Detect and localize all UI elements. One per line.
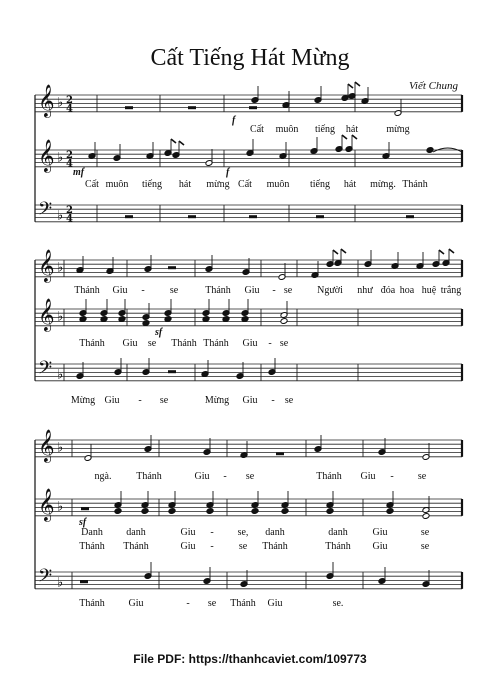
note xyxy=(268,358,276,375)
treble-clef-icon: 𝄞 xyxy=(38,488,55,521)
lyric-syllable: mừng. xyxy=(370,179,396,190)
lyric-syllable: - xyxy=(272,285,276,296)
rest xyxy=(406,215,414,218)
staff xyxy=(35,562,462,609)
note xyxy=(203,438,211,455)
lyric-syllable: Giu xyxy=(360,471,376,482)
lyric-syllable: hát xyxy=(343,179,357,190)
note xyxy=(361,87,369,104)
treble-clef-icon: 𝄞 xyxy=(38,298,55,331)
note xyxy=(416,252,424,269)
bass-clef-icon: 𝄢 xyxy=(38,566,53,591)
note xyxy=(142,303,150,326)
lyric-syllable: Thánh xyxy=(123,541,149,552)
lyric-syllable: Cất xyxy=(85,179,99,190)
lyric-syllable: Giu xyxy=(112,285,128,296)
time-sig-top: 2 xyxy=(66,204,73,216)
lyric-syllable: danh xyxy=(265,527,285,538)
note xyxy=(246,139,254,156)
note xyxy=(206,491,214,514)
lyric-syllable: Thánh xyxy=(171,338,197,349)
lyric-syllable: Thánh xyxy=(262,541,288,552)
lyric-syllable: Cất xyxy=(250,124,264,135)
note xyxy=(279,142,287,159)
lyric-syllable: muôn xyxy=(266,179,290,190)
lyric-syllable: mừng xyxy=(206,179,230,190)
lyric-syllable: tiếng xyxy=(310,179,330,190)
lyric-syllable: se, xyxy=(237,527,249,538)
note xyxy=(118,299,126,322)
rest xyxy=(80,580,88,583)
note xyxy=(432,250,444,267)
staff xyxy=(35,358,462,406)
note xyxy=(114,491,122,514)
note xyxy=(278,263,286,280)
note xyxy=(378,567,386,584)
lyric-syllable: trắng xyxy=(440,285,462,296)
lyric-syllable: Giu xyxy=(128,598,144,609)
lyric-syllable: Mừng xyxy=(204,395,230,406)
rest xyxy=(168,266,176,269)
flat-key-icon: ♭ xyxy=(57,95,64,111)
lyric-syllable: Thánh xyxy=(79,338,105,349)
lyric-syllable: - xyxy=(390,471,394,482)
treble-clef-icon: 𝄞 xyxy=(38,429,55,462)
lyric-syllable: Giu xyxy=(372,527,388,538)
lyric-syllable: se xyxy=(279,338,289,349)
time-sig-top: 2 xyxy=(66,94,73,106)
lyric-syllable: se xyxy=(169,285,179,296)
rest xyxy=(188,106,196,109)
lyric-syllable: Giu xyxy=(244,285,260,296)
rest xyxy=(249,106,257,109)
lyric-syllable: Danh xyxy=(81,527,103,538)
lyric-syllable: Thánh xyxy=(402,179,428,190)
lyric-syllable: se. xyxy=(332,598,344,609)
flat-key-icon: ♭ xyxy=(57,367,64,383)
lyric-syllable: Giu xyxy=(267,598,283,609)
lyric-syllable: se xyxy=(238,541,248,552)
lyric-syllable: hát xyxy=(178,179,192,190)
lyric-syllable: Thánh xyxy=(79,598,105,609)
note xyxy=(240,441,248,458)
lyric-syllable: Thánh xyxy=(325,541,351,552)
lyric-syllable: Giu xyxy=(194,471,210,482)
note xyxy=(100,299,108,322)
bass-clef-icon: 𝄢 xyxy=(38,199,53,224)
note xyxy=(142,358,150,375)
rest xyxy=(316,215,324,218)
note xyxy=(76,256,84,273)
lyric-syllable: se xyxy=(284,395,294,406)
note xyxy=(378,438,386,455)
lyric-syllable: Thánh xyxy=(230,598,256,609)
note xyxy=(88,142,96,159)
lyric-syllable: đóa xyxy=(380,285,396,296)
song-title: Cất Tiếng Hát Mừng xyxy=(150,45,350,71)
flat-key-icon: ♭ xyxy=(57,575,64,591)
staff xyxy=(35,82,462,135)
lyric-syllable: - xyxy=(138,395,142,406)
lyric-syllable: hát xyxy=(345,124,359,135)
note xyxy=(241,299,249,322)
lyric-syllable: Giu xyxy=(372,541,388,552)
note xyxy=(364,250,372,267)
dynamic-mark: sf xyxy=(79,517,87,528)
treble-clef-icon: 𝄞 xyxy=(38,249,55,282)
lyric-syllable: hoa xyxy=(399,285,415,296)
staff xyxy=(35,135,462,190)
lyric-syllable: - xyxy=(210,541,214,552)
note xyxy=(113,144,121,161)
note xyxy=(164,299,172,322)
lyric-syllable: muôn xyxy=(105,179,129,190)
lyric-syllable: Mừng xyxy=(70,395,96,406)
note xyxy=(382,142,390,159)
lyric-syllable: danh xyxy=(328,527,348,538)
lyric-syllable: ngà. xyxy=(94,471,112,482)
lyric-syllable: - xyxy=(210,527,214,538)
lyric-syllable: danh xyxy=(126,527,146,538)
composer-name: Viết Chung xyxy=(409,80,458,92)
lyric-syllable: Giu xyxy=(242,395,258,406)
time-sig-bottom: 4 xyxy=(66,213,73,225)
note xyxy=(326,562,334,579)
dynamic-mark: f xyxy=(226,167,230,178)
lyric-syllable: Cất xyxy=(238,179,252,190)
lyric-syllable: - xyxy=(223,471,227,482)
note xyxy=(79,299,87,322)
time-sig-bottom: 4 xyxy=(66,103,73,115)
lyric-syllable: se xyxy=(147,338,157,349)
dynamic-mark: sf xyxy=(155,327,163,338)
note xyxy=(168,491,176,514)
rest xyxy=(168,370,176,373)
note xyxy=(205,149,213,166)
rest xyxy=(125,215,133,218)
flat-key-icon: ♭ xyxy=(57,260,64,276)
note xyxy=(205,255,213,272)
note xyxy=(236,362,244,379)
flat-key-icon: ♭ xyxy=(57,499,64,515)
lyric-syllable: - xyxy=(141,285,145,296)
note xyxy=(386,491,394,514)
note xyxy=(310,137,318,154)
staff xyxy=(35,249,462,296)
staff xyxy=(35,488,462,552)
lyric-syllable: Thánh xyxy=(79,541,105,552)
treble-clef-icon: 𝄞 xyxy=(38,139,55,172)
note xyxy=(201,360,209,377)
lyric-syllable: huệ xyxy=(421,285,437,296)
note xyxy=(280,301,288,324)
dynamic-mark: f xyxy=(232,115,236,126)
note xyxy=(242,258,250,275)
lyric-syllable: Giu xyxy=(122,338,138,349)
flat-key-icon: ♭ xyxy=(57,309,64,325)
lyric-syllable: như xyxy=(357,285,373,296)
lyric-syllable: Giu xyxy=(180,527,196,538)
time-sig-top: 2 xyxy=(66,149,73,161)
lyric-syllable: Người xyxy=(317,285,343,296)
bass-clef-icon: 𝄢 xyxy=(38,358,53,383)
note xyxy=(422,570,430,587)
note xyxy=(141,491,149,514)
lyric-syllable: mừng xyxy=(386,124,410,135)
note xyxy=(114,358,122,375)
flat-key-icon: ♭ xyxy=(57,440,64,456)
time-sig-bottom: 4 xyxy=(66,158,73,170)
rest xyxy=(125,106,133,109)
lyric-syllable: Giu xyxy=(180,541,196,552)
lyric-syllable: se xyxy=(159,395,169,406)
note xyxy=(144,255,152,272)
lyric-syllable: - xyxy=(271,395,275,406)
flat-key-icon: ♭ xyxy=(57,150,64,166)
lyric-syllable: se xyxy=(420,541,430,552)
lyric-syllable: se xyxy=(207,598,217,609)
lyric-syllable: Giu xyxy=(104,395,120,406)
note xyxy=(202,299,210,322)
note xyxy=(144,435,152,452)
note xyxy=(240,570,248,587)
note xyxy=(391,252,399,269)
footer-pdf-link[interactable]: File PDF: https://thanhcaviet.com/109773 xyxy=(133,652,367,666)
rest xyxy=(276,452,284,455)
lyric-syllable: se xyxy=(417,471,427,482)
lyric-syllable: - xyxy=(268,338,272,349)
note xyxy=(222,299,230,322)
note xyxy=(203,567,211,584)
note xyxy=(144,562,152,579)
lyric-syllable: Thánh xyxy=(74,285,100,296)
lyric-syllable: Thánh xyxy=(203,338,229,349)
flat-key-icon: ♭ xyxy=(57,208,64,224)
lyric-syllable: se xyxy=(420,527,430,538)
staff xyxy=(35,298,462,349)
note xyxy=(442,249,454,266)
note xyxy=(251,491,259,514)
note xyxy=(281,491,289,514)
note xyxy=(76,362,84,379)
lyric-syllable: Thánh xyxy=(136,471,162,482)
note xyxy=(326,491,334,514)
lyric-syllable: muôn xyxy=(275,124,299,135)
lyric-syllable: tiếng xyxy=(142,179,162,190)
lyric-syllable: - xyxy=(186,598,190,609)
rest xyxy=(249,215,257,218)
treble-clef-icon: 𝄞 xyxy=(38,84,55,117)
note xyxy=(311,261,319,278)
staff xyxy=(35,429,462,482)
lyric-syllable: tiếng xyxy=(315,124,335,135)
dynamic-mark: mf xyxy=(73,167,85,178)
lyric-syllable: Thánh xyxy=(316,471,342,482)
note xyxy=(146,142,154,159)
lyric-syllable: Thánh xyxy=(205,285,231,296)
lyric-syllable: Giu xyxy=(242,338,258,349)
rest xyxy=(188,215,196,218)
note xyxy=(314,435,322,452)
note xyxy=(422,443,430,460)
rest xyxy=(81,507,89,510)
note xyxy=(282,91,290,108)
lyric-syllable: se xyxy=(245,471,255,482)
staff xyxy=(35,199,462,224)
lyric-syllable: se xyxy=(283,285,293,296)
